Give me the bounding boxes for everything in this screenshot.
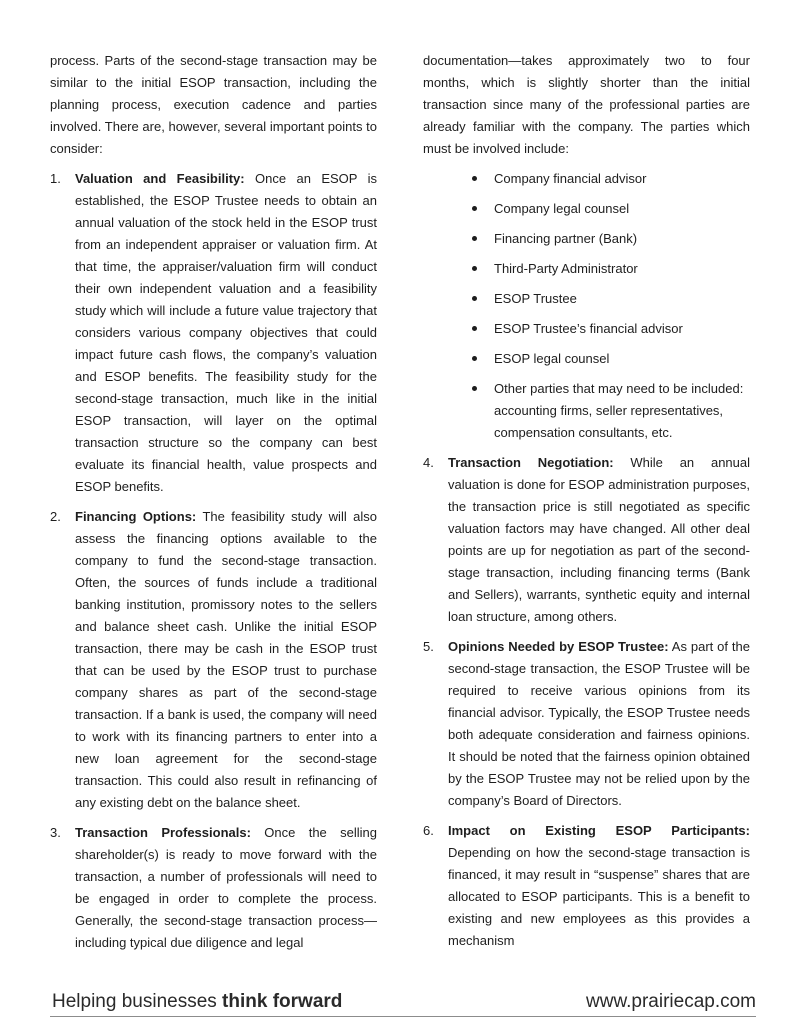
bullet-item <box>423 378 750 444</box>
item-body: While an annual valuation is done for ESOP administration purposes, the transaction price is still negotiated as specific valuation factors may have changed. All other deal points are up for negotiation as part of the second-stage transaction, including financing terms (Bank and Sellers), warrants, synthetic equity and internal loan structure, among others. <box>448 455 750 624</box>
bullet-icon <box>472 326 477 331</box>
item-heading: Impact on Existing ESOP Participants: <box>448 823 750 838</box>
footer-tagline-bold: think forward <box>222 991 343 1012</box>
bullet-icon <box>472 356 477 361</box>
item-heading: Opinions Needed by ESOP Trustee: <box>448 639 669 654</box>
bullet-item <box>423 198 750 220</box>
numbered-list <box>50 168 377 954</box>
bullet-icon <box>472 236 477 241</box>
footer-divider <box>50 1016 756 1017</box>
bullet-icon <box>472 296 477 301</box>
item-body: Once the selling shareholder(s) is ready to move forward with the transaction, a number of professionals will need to be engaged in order to complete the process. Generally, the second-stage transaction process—including typical due diligence and legal <box>75 825 377 950</box>
item-body: The feasibility study will also assess the financing options available to the company to fund the second-stage transaction. Often, the sources of funds include a traditional banking institution, promissory notes to the sellers and balance sheet cash. Unlike the initial ESOP transaction, there may be cash in the ESOP trust that can be used by the ESOP trust to purchase company shares as part of the second-stage transaction. If a bank is used, the company will need to work with its financing partners to enter into a new loan agreement for the second-stage transaction. This could also result in refinancing of any existing debt on the balance sheet. <box>75 509 377 810</box>
bullet-text: ESOP legal counsel <box>494 351 610 366</box>
item-number: 4. <box>423 455 434 470</box>
footer-tagline-prefix: Helping businesses <box>52 991 223 1012</box>
bullet-text: ESOP Trustee <box>494 291 577 306</box>
list-item <box>423 636 750 812</box>
bullet-icon <box>472 266 477 271</box>
continuation-paragraph: documentation—takes approximately two to four months, which is slightly shorter than the initial transaction since many of the professional parties are already familiar with the company. The parties which must be involved include: <box>423 53 750 156</box>
list-item <box>423 820 750 952</box>
item-number: 5. <box>423 639 434 654</box>
item-number: 3. <box>50 825 61 840</box>
footer-url-link[interactable]: www.prairiecap.com <box>586 991 756 1012</box>
bullet-text: ESOP Trustee’s financial advisor <box>494 321 683 336</box>
bullet-list <box>423 168 750 444</box>
bullet-item <box>423 288 750 310</box>
item-heading: Transaction Negotiation: <box>448 455 614 470</box>
bullet-text: Third-Party Administrator <box>494 261 638 276</box>
item-number: 2. <box>50 509 61 524</box>
bullet-text: Other parties that may need to be included: accounting firms, seller representatives, compensation consultants, etc. <box>494 381 744 440</box>
bullet-icon <box>472 206 477 211</box>
item-body: Once an ESOP is established, the ESOP Trustee needs to obtain an annual valuation of the stock held in the ESOP trust from an independent appraiser or valuation firm. At that time, the appraiser/valuation firm will conduct their own independent valuation and a feasibility study which will include a future value trajectory that considers various company objectives that could impact future cash flows, the company’s valuation and ESOP benefits. The feasibility study for the second-stage transaction, much like in the initial ESOP transaction, will layer on the optimal transaction structure so the company can best evaluate its financial health, value prospects and ESOP benefits. <box>75 171 377 494</box>
intro-paragraph: process. Parts of the second-stage transaction may be similar to the initial ESOP transaction, including the planning process, execution cadence and parties involved. There are, however, several important points to consider: <box>50 53 377 156</box>
numbered-list <box>423 452 750 952</box>
bullet-text: Financing partner (Bank) <box>494 231 638 246</box>
item-body: As part of the second-stage transaction, the ESOP Trustee will be required to receive various opinions from its financial advisor. Typically, the ESOP Trustee needs both adequate consideration and fairness opinions. It should be noted that the fairness opinion obtained by the ESOP Trustee may not be relied upon by the company’s Board of Directors. <box>448 639 750 808</box>
bullet-icon <box>472 176 477 181</box>
bullet-item <box>423 318 750 340</box>
item-body: Depending on how the second-stage transaction is financed, it may result in “suspense” shares that are allocated to ESOP participants. This is a benefit to existing and new employees as this provides a mechanism <box>448 845 750 948</box>
list-item <box>50 168 377 498</box>
bullet-item <box>423 168 750 190</box>
item-heading: Valuation and Feasibility: <box>75 171 245 186</box>
list-item <box>423 452 750 628</box>
footer-tagline <box>52 991 342 1013</box>
item-heading: Financing Options: <box>75 509 197 524</box>
list-item <box>50 822 377 954</box>
bullet-item <box>423 258 750 280</box>
item-number: 1. <box>50 171 61 186</box>
right-column <box>423 50 750 960</box>
bullet-text: Company legal counsel <box>494 201 630 216</box>
bullet-icon <box>472 386 477 391</box>
bullet-item <box>423 228 750 250</box>
bullet-item <box>423 348 750 370</box>
list-item <box>50 506 377 814</box>
bullet-text: Company financial advisor <box>494 171 647 186</box>
item-heading: Transaction Professionals: <box>75 825 251 840</box>
item-number: 6. <box>423 823 434 838</box>
left-column <box>50 50 377 962</box>
